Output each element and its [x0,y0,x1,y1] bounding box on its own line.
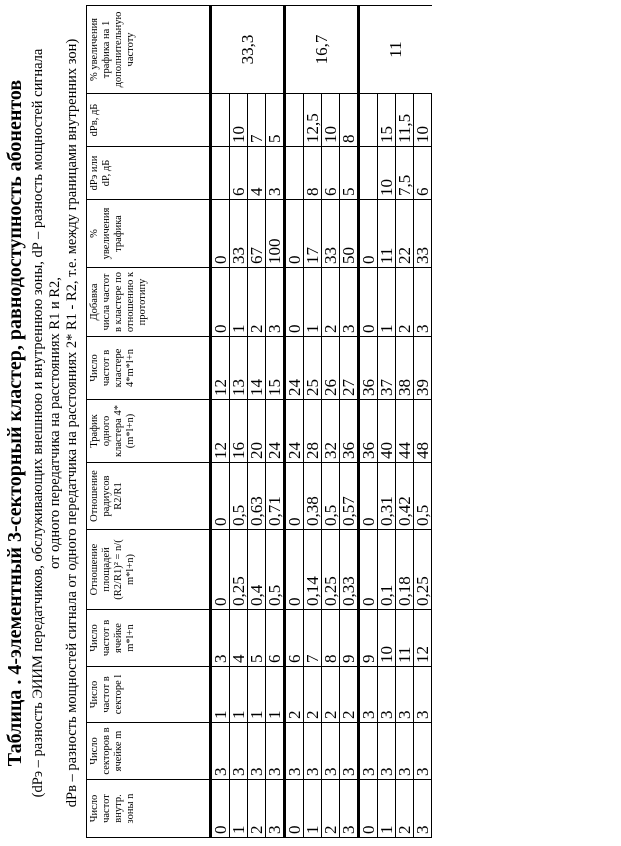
table-cell: 6 [266,610,285,667]
table-cell: 2 [396,268,414,337]
table-cell: 4 [230,610,248,667]
column-header: Число частот в кластере 4*m*l+n [87,337,211,400]
table-cell: 1 [230,268,248,337]
table-cell: 2 [285,667,304,723]
table-cell: 0 [359,463,378,530]
column-header: % увеличения трафика на 1 дополнительную частоту [87,6,211,94]
table-cell: 28 [304,400,322,463]
table-row [266,6,285,838]
table-cell: 3 [359,667,378,723]
table-row [248,6,266,838]
table-cell: 24 [266,400,285,463]
table-cell: 0,71 [266,463,285,530]
table-cell: 1 [230,780,248,838]
table-cell: 15 [266,337,285,400]
table-cell: 26 [322,337,340,400]
table-cell: 0 [285,268,304,337]
table-cell: 3 [230,723,248,780]
table-cell: 12,5 [304,94,322,147]
table-cell: 7,5 [396,147,414,200]
table-cell [211,94,230,147]
table-cell: 17 [304,200,322,268]
table-cell [211,147,230,200]
table-cell: 1 [266,667,285,723]
table-cell: 48 [414,400,432,463]
table-cell: 16 [230,400,248,463]
traffic-per-frequency-cell: 16,7 [285,6,359,94]
table-cell: 0,63 [248,463,266,530]
table-cell: 0,14 [304,530,322,610]
table-cell: 3 [266,147,285,200]
column-header: dPв, дБ [87,94,211,147]
table-cell: 38 [396,337,414,400]
table-cell: 14 [248,337,266,400]
table-cell: 0 [285,200,304,268]
table-cell: 100 [266,200,285,268]
table-cell: 0 [359,780,378,838]
table-cell: 39 [414,337,432,400]
data-table [86,5,432,838]
table-row [359,6,378,838]
traffic-per-frequency-cell: 11 [359,6,432,94]
table-cell: 3 [322,723,340,780]
table-cell: 0,38 [304,463,322,530]
table-cell: 2 [304,667,322,723]
table-cell: 7 [304,610,322,667]
table-cell: 2 [248,268,266,337]
table-cell: 6 [322,147,340,200]
table-cell [359,147,378,200]
column-header: Число частот в ячейке m*l+n [87,610,211,667]
table-cell [359,94,378,147]
table-cell: 0 [211,463,230,530]
table-cell: 0,5 [322,463,340,530]
table-cell: 2 [248,780,266,838]
table-cell: 7 [248,94,266,147]
table-cell: 6 [230,147,248,200]
table-cell: 36 [340,400,359,463]
table-cell: 33 [322,200,340,268]
table-row [285,6,304,838]
column-header: % увеличения трафика [87,200,211,268]
table-cell: 0 [359,530,378,610]
table-cell: 5 [340,147,359,200]
table-cell: 3 [414,723,432,780]
table-cell: 22 [396,200,414,268]
table-cell: 1 [230,667,248,723]
column-header: Добавка числа частот в кластере по отношению к прототипу [87,268,211,337]
table-cell: 40 [378,400,396,463]
table-cell: 3 [396,723,414,780]
table-cell: 10 [230,94,248,147]
table-cell: 24 [285,337,304,400]
table-cell [285,147,304,200]
traffic-per-frequency-cell: 33,3 [211,6,285,94]
table-cell: 10 [322,94,340,147]
table-cell: 2 [322,268,340,337]
table-row [322,6,340,838]
table-cell: 4 [248,147,266,200]
table-cell: 12 [211,337,230,400]
table-cell: 44 [396,400,414,463]
page-title: Таблица . 4-элементный 3-секторный кластер, равнодоступность абонентов [4,0,26,846]
table-row [378,6,396,838]
table-row [414,6,432,838]
table-cell: 3 [304,723,322,780]
table-cell: 8 [340,94,359,147]
table-cell: 20 [248,400,266,463]
table-cell: 36 [359,400,378,463]
table-cell: 12 [211,400,230,463]
table-cell: 2 [340,667,359,723]
column-header: Отношение площадей (R2/R1)² = n/( m*l+n) [87,530,211,610]
table-cell: 10 [378,147,396,200]
table-cell: 0 [285,530,304,610]
table-cell: 10 [378,610,396,667]
column-header: Трафик одного кластера 4*(m*l+n) [87,400,211,463]
column-header: Отношение радиусов R2/R1 [87,463,211,530]
table-cell: 6 [414,147,432,200]
table-cell: 3 [378,667,396,723]
table-cell: 9 [340,610,359,667]
table-cell: 2 [322,667,340,723]
table-cell: 3 [266,780,285,838]
table-cell: 33 [230,200,248,268]
table-cell: 8 [322,610,340,667]
table-cell: 0 [211,200,230,268]
header-row [87,6,211,838]
rotated-page [0,0,621,846]
table-cell: 3 [340,723,359,780]
table-cell: 11 [396,610,414,667]
table-cell: 25 [304,337,322,400]
table-cell: 0 [211,530,230,610]
table-cell: 1 [378,780,396,838]
table-cell: 0,42 [396,463,414,530]
table-cell: 0,31 [378,463,396,530]
table-cell: 1 [304,780,322,838]
table-cell: 3 [211,723,230,780]
table-cell: 10 [414,94,432,147]
table-cell: 0,25 [414,530,432,610]
table-row [230,6,248,838]
table-cell: 13 [230,337,248,400]
table-cell: 32 [322,400,340,463]
table-cell: 3 [266,268,285,337]
table-cell: 0,5 [230,463,248,530]
table-cell: 0,25 [230,530,248,610]
table-cell: 1 [304,268,322,337]
table-cell: 11,5 [396,94,414,147]
table-row [211,6,230,838]
table-cell: 2 [396,780,414,838]
table-cell: 5 [266,94,285,147]
table-cell: 0,33 [340,530,359,610]
table-cell: 11 [378,200,396,268]
table-cell: 1 [211,667,230,723]
table-cell: 27 [340,337,359,400]
table-row [396,6,414,838]
table-row [340,6,359,838]
table-cell: 50 [340,200,359,268]
table-cell: 0,18 [396,530,414,610]
table-cell: 3 [378,723,396,780]
table-cell: 3 [211,610,230,667]
table-cell: 0,5 [414,463,432,530]
table-cell: 12 [414,610,432,667]
column-header: Число частот в секторе l [87,667,211,723]
column-header: dPэ или dP, дБ [87,147,211,200]
table-cell: 0 [285,780,304,838]
table-cell: 3 [285,723,304,780]
table-cell: 0 [211,268,230,337]
table-cell: 1 [378,268,396,337]
note-line-2: от одного передатчика на расстояниях R1 и R2, [47,0,64,846]
table-cell: 3 [248,723,266,780]
table-cell: 8 [304,147,322,200]
column-header: Число секторов в ячейке m [87,723,211,780]
table-cell: 0 [285,463,304,530]
table-cell: 15 [378,94,396,147]
table-cell: 0,4 [248,530,266,610]
table-cell: 67 [248,200,266,268]
table-cell: 36 [359,337,378,400]
table-cell: 3 [414,780,432,838]
table-cell: 3 [396,667,414,723]
note-line-1: (dPэ – разность ЭИИМ передатчиков, обслуживающих внешнюю и внутреннюю зоны, dP – разность мощностей сигнала [30,0,47,846]
table-cell: 9 [359,610,378,667]
table-cell: 0 [359,268,378,337]
table-cell: 6 [285,610,304,667]
table-cell: 3 [359,723,378,780]
table-cell: 1 [248,667,266,723]
table-cell: 0 [211,780,230,838]
table-cell: 0,1 [378,530,396,610]
note-line-3: dPв – разность мощностей сигнала от одного передатчика на расстояниях 2* R1 - R2, т.е. между границами внутренних зон) [64,0,81,846]
table-cell: 0,25 [322,530,340,610]
table-cell: 37 [378,337,396,400]
table-cell: 5 [248,610,266,667]
table-cell: 2 [322,780,340,838]
table-row [304,6,322,838]
column-header: Число частот внутр. зоны n [87,780,211,838]
table-cell [285,94,304,147]
table-cell: 3 [340,268,359,337]
table-cell: 0 [359,200,378,268]
table-cell: 3 [414,268,432,337]
table-cell: 33 [414,200,432,268]
table-cell: 0,5 [266,530,285,610]
table-cell: 3 [340,780,359,838]
table-cell: 24 [285,400,304,463]
table-cell: 0,57 [340,463,359,530]
table-cell: 3 [266,723,285,780]
table-cell: 3 [414,667,432,723]
